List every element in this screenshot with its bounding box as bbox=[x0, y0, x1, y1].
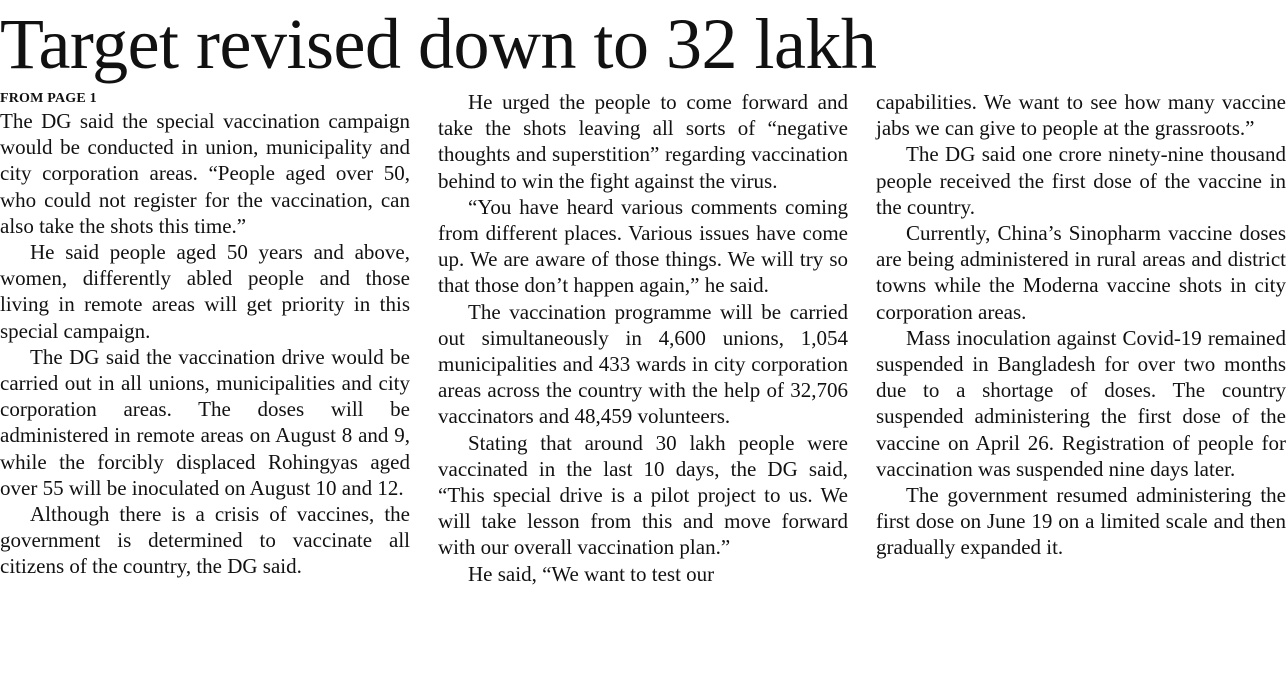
paragraph: The DG said one crore ninety-nine thousand people received the first dose of the vaccine in the country. bbox=[876, 142, 1286, 219]
paragraph: The government resumed administering the first dose on June 19 on a limited scale and then gradually expanded it. bbox=[876, 483, 1286, 560]
paragraph: Although there is a crisis of vaccines, the government is determined to vaccinate all citizens of the country, the DG said. bbox=[0, 502, 410, 579]
article-column-3 bbox=[876, 89, 1286, 561]
paragraph: The DG said the special vaccination campaign would be conducted in union, municipality and city corporation areas. “People aged over 50, who could not register for the vaccination, can also take the shots this time.” bbox=[0, 109, 410, 238]
paragraph: The DG said the vaccination drive would be carried out in all unions, municipalities and city corporation areas. The doses will be administered in remote areas on August 8 and 9, while the forcibly displaced Rohingyas aged over 55 will be inoculated on August 10 and 12. bbox=[0, 344, 410, 500]
paragraph: Currently, China’s Sinopharm vaccine doses are being administered in rural areas and district towns while the Moderna vaccine shots in city corporation areas. bbox=[876, 221, 1286, 324]
jump-kicker: FROM PAGE 1 bbox=[0, 91, 97, 106]
article-column-2 bbox=[438, 89, 848, 587]
paragraph: He said, “We want to test our bbox=[468, 561, 715, 586]
paragraph: The vaccination programme will be carried out simultaneously in 4,600 unions, 1,054 municipalities and 433 wards in city corporation areas across the country with the help of 32,706 vaccinators and 48,459 volunteers. bbox=[438, 299, 848, 429]
paragraph: Mass inoculation against Covid-19 remained suspended in Bangladesh for over two months due to a shortage of doses. The country suspended administering the first dose of the vaccine on April 26. Registration of people for vaccination was suspended nine days later. bbox=[876, 325, 1286, 481]
paragraph: capabilities. We want to see how many vaccine jabs we can give to people at the grassroots.” bbox=[876, 90, 1286, 141]
headline: Target revised down to 32 lakh bbox=[0, 4, 877, 84]
paragraph: He urged the people to come forward and take the shots leaving all sorts of “negative thoughts and superstition” regarding vaccination behind to win the fight against the virus. bbox=[438, 90, 848, 193]
paragraph: “You have heard various comments coming from different places. Various issues have come up. We are aware of those things. We will try so that those don’t happen again,” he said. bbox=[438, 194, 848, 298]
paragraph: Stating that around 30 lakh people were vaccinated in the last 10 days, the DG said, “This special drive is a pilot project to us. We will take lesson from this and move forward with our overall vaccination plan.” bbox=[438, 430, 848, 560]
paragraph: He said people aged 50 years and above, women, differently abled people and those living in remote areas will get priority in this special campaign. bbox=[0, 240, 410, 343]
article-column-1 bbox=[0, 89, 410, 580]
